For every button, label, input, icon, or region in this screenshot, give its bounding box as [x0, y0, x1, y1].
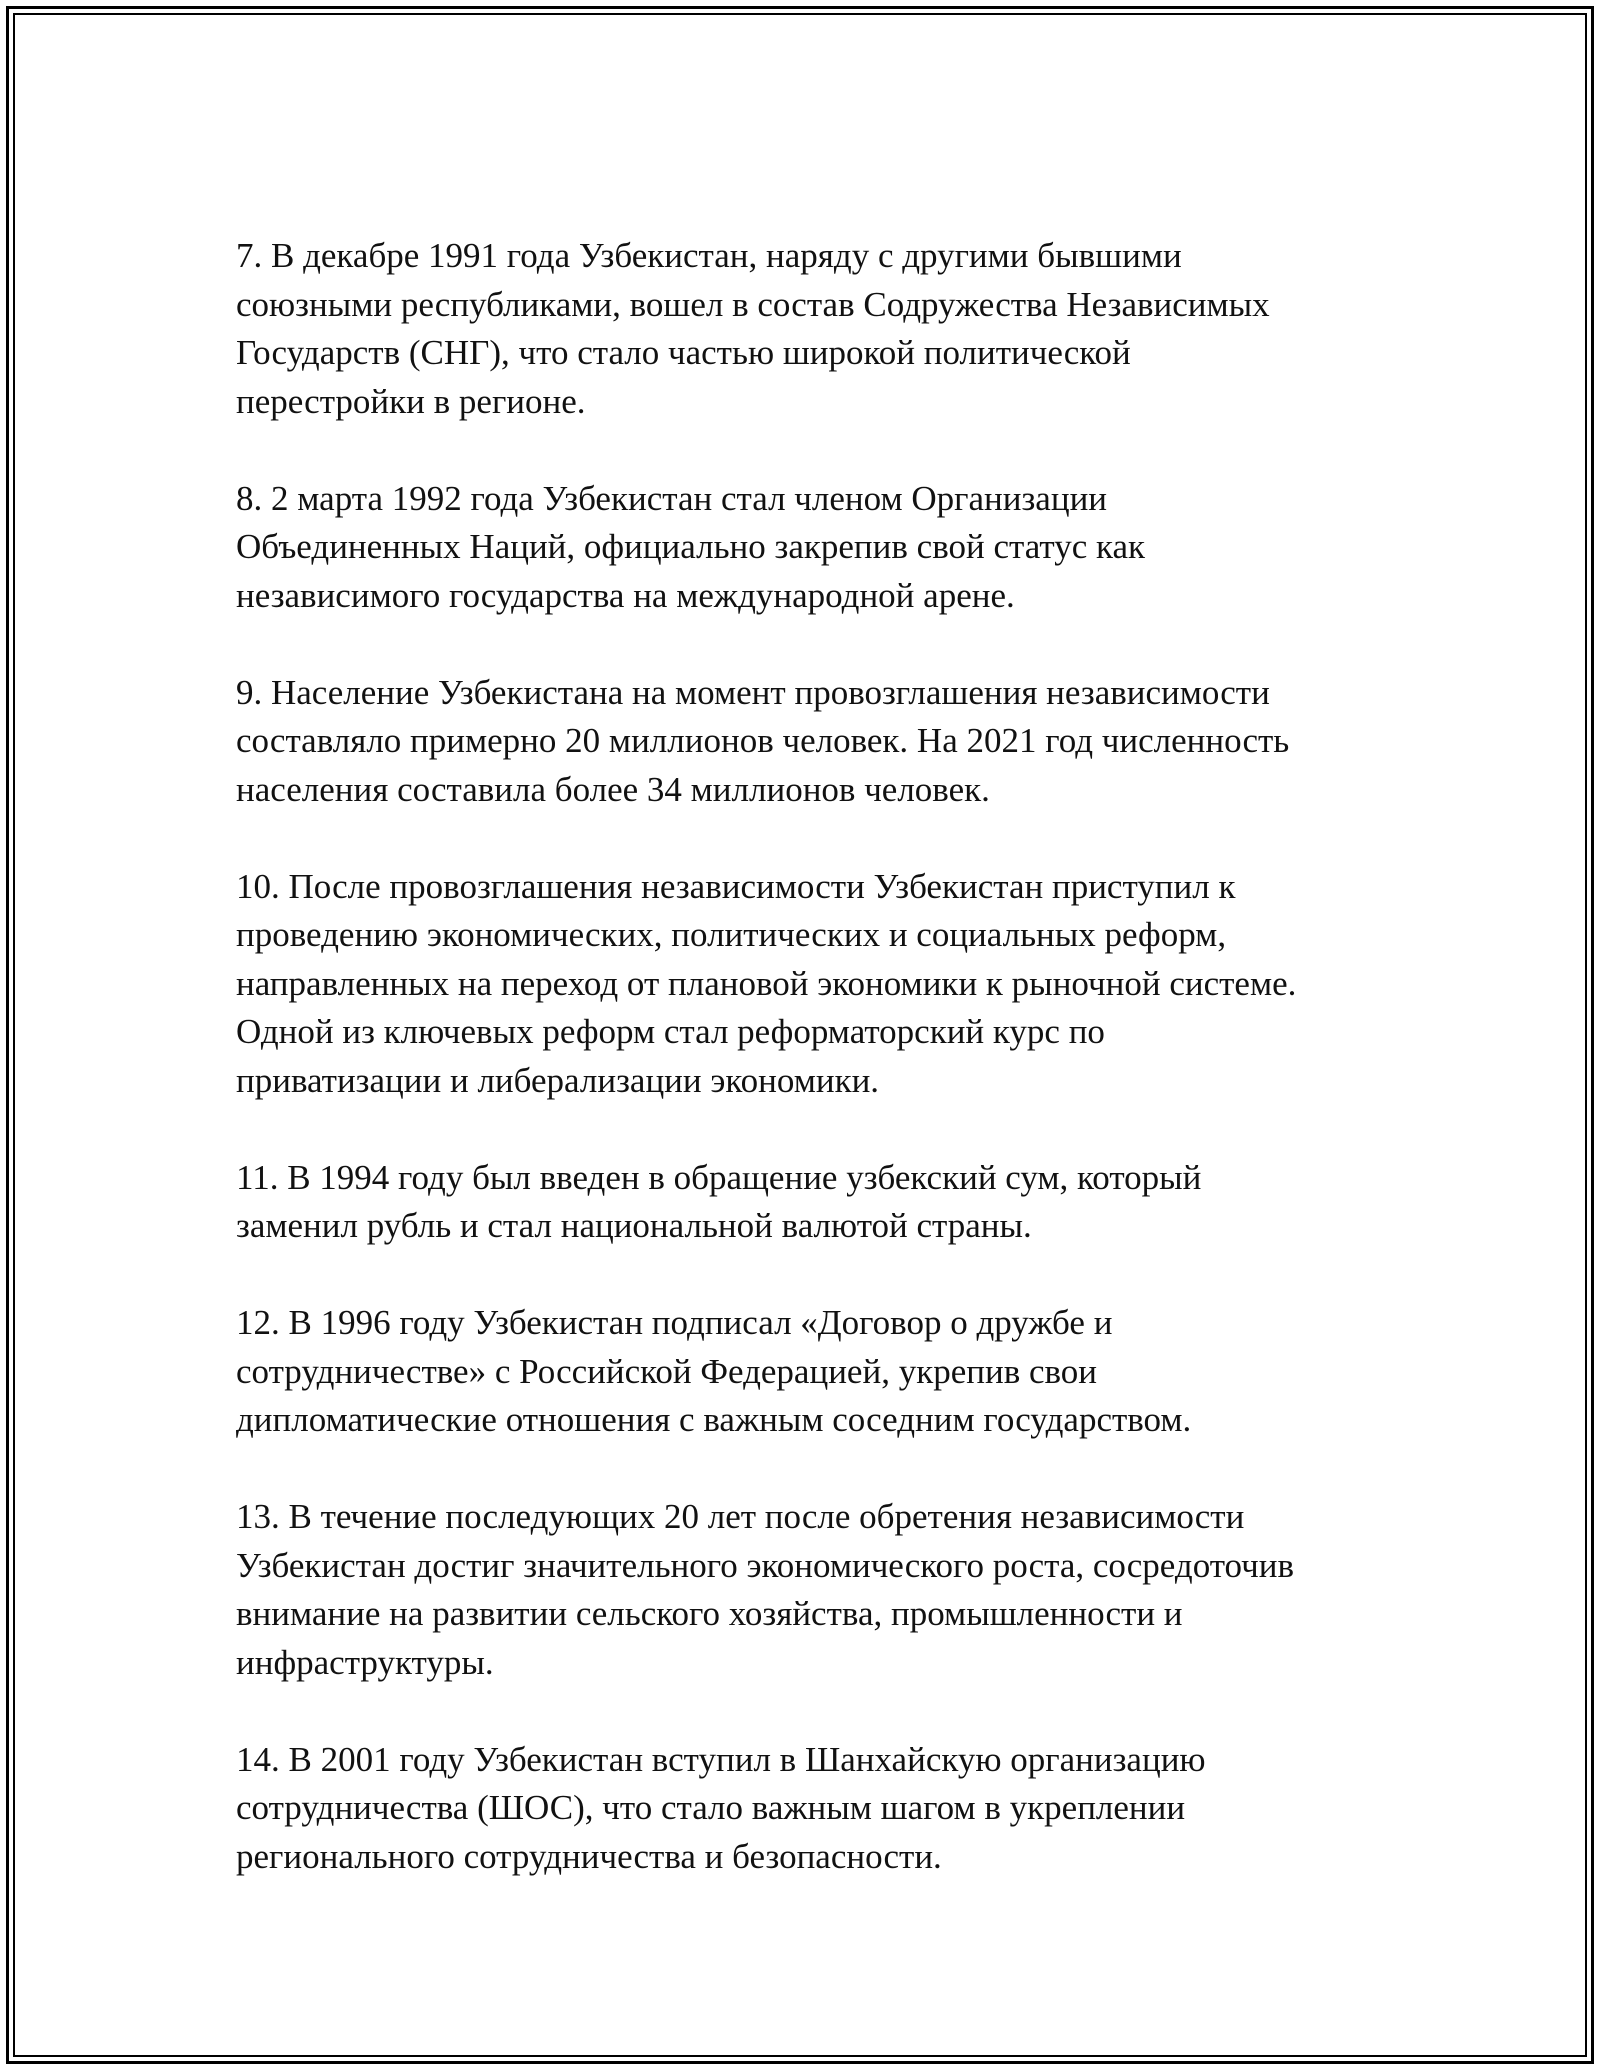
paragraph-10: 10. После провозглашения независимости Узбекистан приступил к проведению экономических, политических и социальных реформ, направленных на переход от плановой экономики к рыночной системе. Одной из ключевых реформ стал реформаторский курс по приватизации и либерализации экономики.: [236, 866, 1297, 1100]
paragraph-12: 12. В 1996 году Узбекистан подписал «Договор о дружбе и сотрудничестве» с Российской Федерацией, укрепив свои дипломатические отношения с важным соседним государством.: [236, 1303, 1192, 1439]
paragraph-14: 14. В 2001 году Узбекистан вступил в Шанхайскую организацию сотрудничества (ШОС), что стало важным шагом в укреплении регионального сотрудничества и безопасности.: [236, 1739, 1206, 1876]
paragraph-9: 9. Население Узбекистана на момент провозглашения независимости составляло примерно 20 миллионов человек. На 2021 год численность населения составила более 34 миллионов человек.: [236, 672, 1290, 809]
paragraph-8: 8. 2 марта 1992 года Узбекистан стал членом Организации Объединенных Наций, официально закрепив свой статус как независимого государства на международной арене.: [236, 478, 1145, 615]
document-body: [236, 232, 1366, 1930]
paragraph-11: 11. В 1994 году был введен в обращение узбекский сум, который заменил рубль и стал национальной валютой страны.: [236, 1157, 1202, 1245]
paragraph-7: 7. В декабре 1991 года Узбекистан, наряду с другими бывшими союзными республиками, вошел в состав Содружества Независимых Государств (СНГ), что стало частью широкой политической перестройки в регионе.: [236, 236, 1270, 421]
paragraph-13: 13. В течение последующих 20 лет после обретения независимости Узбекистан достиг значительного экономического роста, сосредоточив внимание на развитии сельского хозяйства, промышленности и инфраструктуры.: [236, 1497, 1295, 1682]
